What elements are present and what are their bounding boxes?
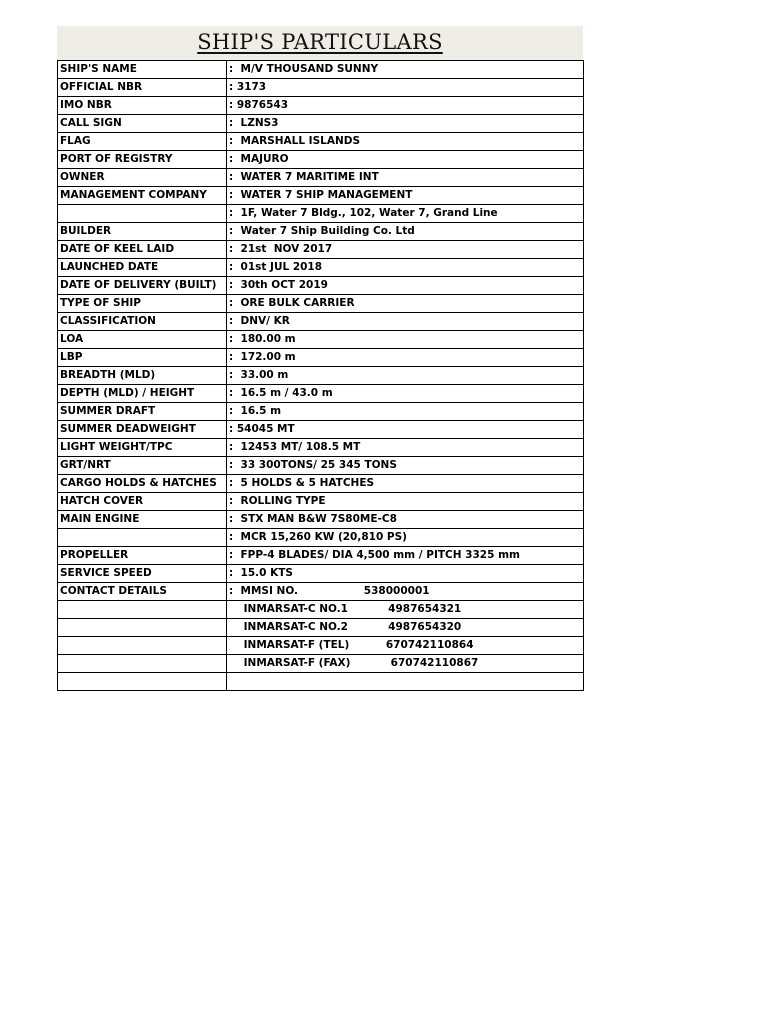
row-value: : 33 300TONS/ 25 345 TONS [227,457,584,475]
row-label: LIGHT WEIGHT/TPC [58,439,227,457]
row-value: : MARSHALL ISLANDS [227,133,584,151]
table-row [58,187,584,205]
row-label [58,619,227,637]
title-band [57,26,583,60]
row-label: BUILDER [58,223,227,241]
row-value: INMARSAT-C NO.1 4987654321 [227,601,584,619]
table-row [58,151,584,169]
row-value: : DNV/ KR [227,313,584,331]
row-label: LAUNCHED DATE [58,259,227,277]
row-value: : STX MAN B&W 7S80ME-C8 [227,511,584,529]
row-value: : Water 7 Ship Building Co. Ltd [227,223,584,241]
row-value: : WATER 7 SHIP MANAGEMENT [227,187,584,205]
row-label: DATE OF DELIVERY (BUILT) [58,277,227,295]
table-row [58,493,584,511]
row-label: SHIP'S NAME [58,61,227,79]
row-label: CONTACT DETAILS [58,583,227,601]
table-row [58,241,584,259]
row-label: OWNER [58,169,227,187]
row-value: : 30th OCT 2019 [227,277,584,295]
row-value: : WATER 7 MARITIME INT [227,169,584,187]
table-row [58,295,584,313]
particulars-table [57,60,584,691]
table-row [58,673,584,691]
table-row [58,475,584,493]
row-value: : MMSI NO. 538000001 [227,583,584,601]
row-label: PROPELLER [58,547,227,565]
table-row [58,277,584,295]
row-value: INMARSAT-F (FAX) 670742110867 [227,655,584,673]
row-label: MAIN ENGINE [58,511,227,529]
table-row [58,583,584,601]
row-label: LOA [58,331,227,349]
row-label: MANAGEMENT COMPANY [58,187,227,205]
row-value: : 12453 MT/ 108.5 MT [227,439,584,457]
table-row [58,565,584,583]
row-label: DEPTH (MLD) / HEIGHT [58,385,227,403]
table-row [58,511,584,529]
row-value: : MAJURO [227,151,584,169]
row-value: : FPP-4 BLADES/ DIA 4,500 mm / PITCH 3325 mm [227,547,584,565]
table-row [58,421,584,439]
row-label: TYPE OF SHIP [58,295,227,313]
row-value: INMARSAT-C NO.2 4987654320 [227,619,584,637]
page-title: SHIP'S PARTICULARS [197,30,443,54]
table-row [58,313,584,331]
table-row [58,205,584,223]
row-value: : 33.00 m [227,367,584,385]
row-label: LBP [58,349,227,367]
row-value: : M/V THOUSAND SUNNY [227,61,584,79]
row-label: PORT OF REGISTRY [58,151,227,169]
row-label: IMO NBR [58,97,227,115]
row-label [58,529,227,547]
row-value: : MCR 15,260 KW (20,810 PS) [227,529,584,547]
table-row [58,223,584,241]
row-label: FLAG [58,133,227,151]
table-row [58,331,584,349]
row-value: : 16.5 m [227,403,584,421]
table-row [58,637,584,655]
particulars-body [58,61,584,691]
table-row [58,97,584,115]
table-row [58,349,584,367]
row-label [58,601,227,619]
table-row [58,457,584,475]
row-label: CLASSIFICATION [58,313,227,331]
row-value: : 16.5 m / 43.0 m [227,385,584,403]
table-row [58,601,584,619]
table-row [58,115,584,133]
row-label: CARGO HOLDS & HATCHES [58,475,227,493]
row-label [58,205,227,223]
row-value: : LZNS3 [227,115,584,133]
row-value: : 01st JUL 2018 [227,259,584,277]
row-label [58,673,227,691]
row-value: : 172.00 m [227,349,584,367]
table-row [58,619,584,637]
row-value: : 1F, Water 7 Bldg., 102, Water 7, Grand Line [227,205,584,223]
row-value: : 5 HOLDS & 5 HATCHES [227,475,584,493]
row-label: SUMMER DRAFT [58,403,227,421]
table-row [58,169,584,187]
table-row [58,547,584,565]
row-label: DATE OF KEEL LAID [58,241,227,259]
row-label: BREADTH (MLD) [58,367,227,385]
table-row [58,79,584,97]
row-label: OFFICIAL NBR [58,79,227,97]
table-row [58,385,584,403]
row-value: : 54045 MT [227,421,584,439]
row-label [58,655,227,673]
table-row [58,367,584,385]
table-row [58,403,584,421]
table-row [58,61,584,79]
row-value: : 21st NOV 2017 [227,241,584,259]
row-label: CALL SIGN [58,115,227,133]
row-label: SUMMER DEADWEIGHT [58,421,227,439]
row-value: : ROLLING TYPE [227,493,584,511]
row-label: SERVICE SPEED [58,565,227,583]
table-row [58,655,584,673]
table-row [58,529,584,547]
row-value [227,673,584,691]
row-value: : ORE BULK CARRIER [227,295,584,313]
row-label [58,637,227,655]
table-row [58,133,584,151]
row-value: : 15.0 KTS [227,565,584,583]
row-value: INMARSAT-F (TEL) 670742110864 [227,637,584,655]
row-label: HATCH COVER [58,493,227,511]
row-label: GRT/NRT [58,457,227,475]
table-row [58,439,584,457]
row-value: : 9876543 [227,97,584,115]
table-row [58,259,584,277]
row-value: : 3173 [227,79,584,97]
row-value: : 180.00 m [227,331,584,349]
